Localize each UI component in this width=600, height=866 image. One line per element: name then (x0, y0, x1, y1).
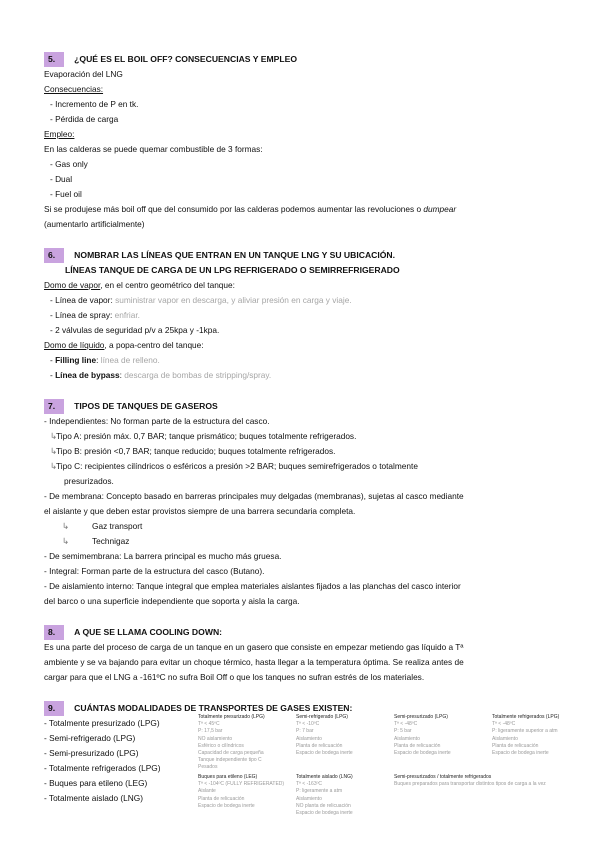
item-label: Línea de bypass (55, 370, 120, 380)
section-number: 9. (44, 701, 64, 716)
section-number: 6. (44, 248, 64, 263)
table-cell (296, 774, 394, 817)
domo-vapor-label: Domo de vapor (44, 280, 101, 290)
cell-title: Totalmente aislado (LNG) (296, 774, 353, 780)
item-label: 2 válvulas de seguridad p/v a 25kpa y -1kpa. (55, 325, 220, 335)
list-item: - Filling line: línea de relleno. (50, 355, 160, 365)
modalidades-block (44, 716, 564, 866)
cell-title: Semi-presurizados / totalmente refrigerados (394, 774, 492, 780)
cell-line: Tª < -163ºC (296, 781, 323, 788)
cell-line: Capacidad de carga pequeña (198, 750, 264, 757)
section-title: ¿QUÉ ES EL BOIL OFF? CONSECUENCIAS Y EMPLEO (74, 54, 298, 64)
item-label: Filling line (55, 355, 97, 365)
list-item: - Pérdida de carga (50, 114, 119, 124)
text-line (44, 338, 564, 353)
cell-line: Espacio de bodega inerte (296, 810, 353, 817)
cell-line: NO planta de relicuación (296, 802, 351, 809)
tipo-c-line (44, 459, 564, 489)
text-line (44, 278, 564, 293)
text-line: el aislante y que deben estar provistos siempre de una barrera secundaria completa. (44, 506, 356, 516)
cell-title: Totalmente presurizado (LPG) (198, 714, 265, 720)
cell-line: P: 7 bar (296, 728, 314, 735)
text-line: - De membrana: Concepto basado en barreras principales muy delgadas (membranas), sujetas al casco mediante (44, 491, 464, 501)
section-number: 5. (44, 52, 64, 67)
cell-line: Espacio de bodega inerte (394, 750, 451, 757)
cell-line: Planta de relicuación (394, 742, 441, 749)
text-line: - Independientes: No forman parte de la estructura del casco. (44, 416, 270, 426)
membrana-item (44, 519, 564, 534)
item-label: Línea de vapor (55, 295, 111, 305)
arrow-icon: ↳ (50, 461, 57, 471)
domo-liquido-label: Domo de líquido (44, 340, 105, 350)
cell-line: Aislamiento (296, 735, 322, 742)
arrow-icon: ↳ (50, 431, 57, 441)
section-8-heading (44, 625, 564, 640)
text-span: Si se produjese más boil off que del consumido por las calderas podemos aumentar las revoluciones o (44, 204, 424, 214)
cell-line: Tª < -104ºC (FULLY REFRIGERATED) (198, 781, 285, 788)
text-line: - De aislamiento interno: Tanque integral que emplea materiales aislantes fijados a las planchas del casco interior (44, 581, 461, 591)
cell-line: NO aislamiento (198, 735, 233, 742)
section-title: TIPOS DE TANQUES DE GASEROS (74, 401, 218, 411)
cell-line: Tª < 45ºC (198, 721, 220, 728)
text-line: cargar para que el LNG a -161ºC no sufra Boil Off o que los tanques no sufran estrés de los materiales. (44, 672, 425, 682)
cell-title: Buques para etileno (LEG) (198, 774, 258, 780)
list-item: - Línea de vapor: suministrar vapor en descarga, y aliviar presión en carga y viaje. (50, 295, 352, 305)
cell-line: Planta de relicuación (492, 742, 539, 749)
text-line: - De semimembrana: La barrera principal es mucho más gruesa. (44, 551, 282, 561)
cell-line: Buques preparados para transportar distintos tipos de carga a la vez (394, 781, 546, 788)
text-line: (aumentarlo artificialmente) (44, 219, 145, 229)
cell-line: P: ligeramente a atm (296, 788, 343, 795)
consecuencias-label: Consecuencias: (44, 84, 104, 94)
text-span: Tipo C: recipientes cilíndricos o esféricos a presión >2 BAR; buques semirefrigerados o totalmente (56, 461, 418, 471)
section-subtitle: LÍNEAS TANQUE DE CARGA DE UN LPG REFRIGERADO O SEMIRREFRIGERADO (65, 265, 400, 275)
table-cell (394, 714, 492, 757)
list-item: - Totalmente aislado (LNG) (44, 793, 143, 803)
tipo-b-line (44, 444, 564, 459)
cell-title: Semi-presurizado (LPG) (394, 714, 448, 720)
cell-line: Esférico o cilíndricos (198, 742, 244, 749)
list-item: - 2 válvulas de seguridad p/v a 25kpa y -1kpa. (50, 325, 220, 335)
text-line: del barco o una superficie independiente que soporta y aisla la carga. (44, 596, 300, 606)
cell-line: Aislamiento (296, 795, 322, 802)
cell-line: Espacio de bodega inerte (198, 802, 255, 809)
cell-line: Tanque independiente tipo C (198, 757, 262, 764)
item-desc: descarga de bombas de stripping/spray. (124, 370, 272, 380)
section-6-heading (44, 248, 564, 263)
text-line: ambiente y se va bajando para evitar un choque térmico, hasta llegar a la temperatura óptima. Se realiza antes de (44, 657, 464, 667)
text-line: Es una parte del proceso de carga de un tanque en un gasero que consiste en empezar metiendo gas líquido a Tª (44, 642, 464, 652)
cell-title: Totalmente refrigerados (LPG) (492, 714, 560, 720)
item-desc: suministrar vapor en descarga, y aliviar presión en carga y viaje. (115, 295, 352, 305)
table-cell (296, 714, 394, 757)
table-cell (198, 714, 296, 772)
item-desc: línea de relleno. (100, 355, 160, 365)
item-desc: enfriar. (114, 310, 140, 320)
item-label: Línea de spray (55, 310, 110, 320)
cell-line: P: ligeramente superior a atm (492, 728, 558, 735)
list-item: - Semi-presurizado (LPG) (44, 748, 139, 758)
section-number: 8. (44, 625, 64, 640)
list-item: - Semi-refrigerado (LPG) (44, 733, 136, 743)
cell-line: Pesados (198, 764, 218, 771)
cell-line: Tª < -48ºC (394, 721, 418, 728)
membrana-item (44, 534, 564, 549)
list-item: - Línea de spray: enfriar. (50, 310, 140, 320)
cell-line: Aislante (198, 788, 216, 795)
cell-line: Planta de relicuación (198, 795, 245, 802)
list-item: - Buques para etileno (LEG) (44, 778, 148, 788)
text-line: - Integral: Forman parte de la estructura del casco (Butano). (44, 566, 265, 576)
text-line (44, 202, 564, 217)
cell-line: Tª < -10ºC (296, 721, 320, 728)
text-span: Tipo B: presión <0,7 BAR; tanque reducido; buques totalmente refrigerados. (56, 446, 336, 456)
table-cell (492, 714, 590, 757)
empleo-label: Empleo: (44, 129, 75, 139)
emphasis-text: dumpear (423, 204, 457, 214)
cell-line: Tª < -48ºC (492, 721, 516, 728)
section-title: CUÁNTAS MODALIDADES DE TRANSPORTES DE GASES EXISTEN: (74, 703, 353, 713)
list-item: - Totalmente presurizado (LPG) (44, 718, 160, 728)
arrow-icon: ↳ (50, 446, 57, 456)
list-item: - Fuel oil (50, 189, 82, 199)
modalidades-list (44, 716, 194, 806)
arrow-icon: ↳ (62, 536, 69, 546)
text-span: Tipo A: presión máx. 0,7 BAR; tanque prismático; buques totalmente refrigerados. (56, 431, 357, 441)
table-cell (198, 774, 296, 810)
text-line: Evaporación del LNG (44, 69, 123, 79)
table-cell (394, 774, 590, 788)
document-page (44, 52, 564, 866)
cell-line: P: 5 bar (394, 728, 412, 735)
text-span: , a popa-centro del tanque: (104, 340, 204, 350)
section-number: 7. (44, 399, 64, 414)
cell-line: Aislamiento (492, 735, 518, 742)
text-span: Gaz transport (92, 521, 143, 531)
list-item: - Dual (50, 174, 73, 184)
list-item: - Línea de bypass: descarga de bombas de stripping/spray. (50, 370, 272, 380)
cell-line: P: 17,5 bar (198, 728, 223, 735)
text-continuation: presurizados. (64, 476, 114, 486)
cell-line: Planta de relicuación (296, 742, 343, 749)
list-item: - Gas only (50, 159, 88, 169)
arrow-icon: ↳ (62, 521, 69, 531)
section-5-heading (44, 52, 564, 67)
cell-line: Espacio de bodega inerte (296, 750, 353, 757)
section-title: NOMBRAR LAS LÍNEAS QUE ENTRAN EN UN TANQUE LNG Y SU UBICACIÓN. (74, 250, 396, 260)
list-item: - Totalmente refrigerados (LPG) (44, 763, 161, 773)
cell-line: Espacio de bodega inerte (492, 750, 549, 757)
cell-title: Semi-refrigerado (LPG) (296, 714, 348, 720)
text-span: Technigaz (92, 536, 130, 546)
list-item: - Incremento de P en tk. (50, 99, 139, 109)
text-span: , en el centro geométrico del tanque: (100, 280, 235, 290)
tipo-a-line (44, 429, 564, 444)
section-title: A QUE SE LLAMA COOLING DOWN: (74, 627, 223, 637)
cell-line: Aislamiento (394, 735, 420, 742)
text-line: En las calderas se puede quemar combustible de 3 formas: (44, 144, 263, 154)
section-7-heading (44, 399, 564, 414)
